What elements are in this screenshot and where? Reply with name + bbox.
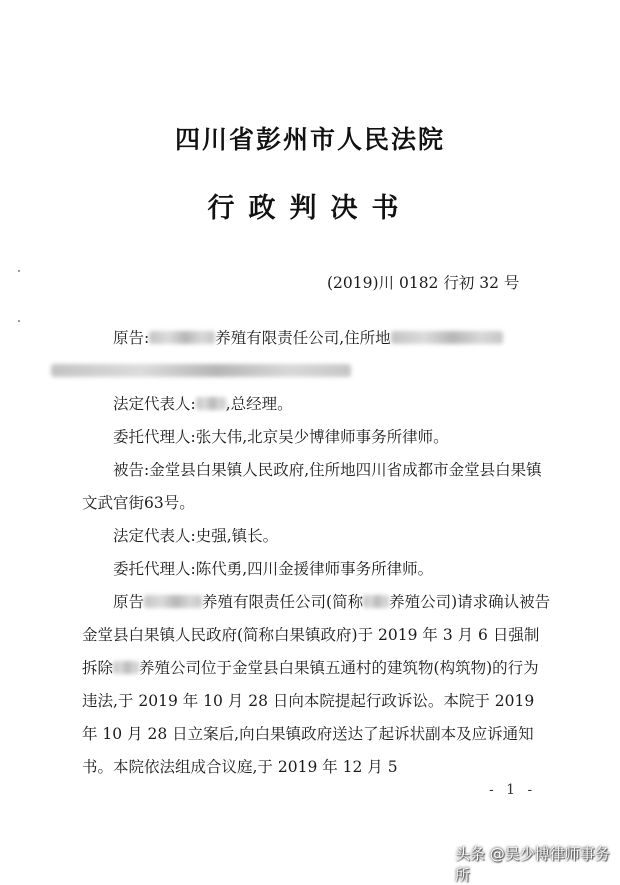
summary-part-b: 养殖有限责任公司(简称 <box>202 593 364 611</box>
defendant-paragraph: 被告:金堂县白果镇人民政府,住所地四川省成都市金堂县白果镇文武官街63号。 <box>82 461 542 512</box>
redacted-name <box>149 331 215 344</box>
plaintiff-paragraph <box>82 322 552 388</box>
legal-rep-title: ,总经理。 <box>225 395 293 413</box>
summary-part-c: 养殖公司)请求确认被告金堂县白果镇人民政府(简称白果镇政府)于 2019 年 3 月 6 日强制拆除 <box>82 593 551 677</box>
plaintiff-agent: 委托代理人:张大伟,北京吴少博律师事务所律师。 <box>113 428 449 446</box>
redacted-address <box>391 331 503 344</box>
plaintiff-text: 养殖有限责任公司,住所地 <box>215 329 391 347</box>
document-type-title: 行政判决书 <box>207 193 413 224</box>
scan-speck <box>18 320 20 322</box>
defendant-agent: 委托代理人:陈代勇,四川金援律师事务所律师。 <box>113 560 434 578</box>
source-watermark: 头条 @吴少博律师事务所 <box>455 845 610 884</box>
redacted-short-name-2 <box>113 661 139 674</box>
scan-speck <box>18 270 20 272</box>
legal-rep-label: 法定代表人: <box>113 395 196 413</box>
case-number: (2019)川 0182 行初 32 号 <box>327 274 520 292</box>
page-number: - 1 - <box>489 782 537 798</box>
redacted-address-line2 <box>51 364 351 377</box>
summary-part-d: 养殖公司位于金堂县白果镇五通村的建筑物(构筑物)的行为违法,于 2019 年 10 月 28 日向本院提起行政诉讼。本院于 2019 年 10 月 28 日立案后,向白果镇政府送达了起诉状副本及应诉通知书。本院依法组成合议庭,于 2019 年 12 月 5 <box>82 659 539 776</box>
plaintiff-legal-rep <box>82 388 552 421</box>
summary-part-a: 原告 <box>113 593 145 611</box>
plaintiff-label: 原告: <box>113 329 150 347</box>
case-summary-paragraph <box>82 586 552 784</box>
defendant-legal-rep: 法定代表人:史强,镇长。 <box>113 527 279 545</box>
redacted-company <box>144 595 202 608</box>
redacted-rep-name <box>196 397 226 410</box>
redacted-short-name <box>363 595 389 608</box>
court-name: 四川省彭州市人民法院 <box>174 125 445 154</box>
